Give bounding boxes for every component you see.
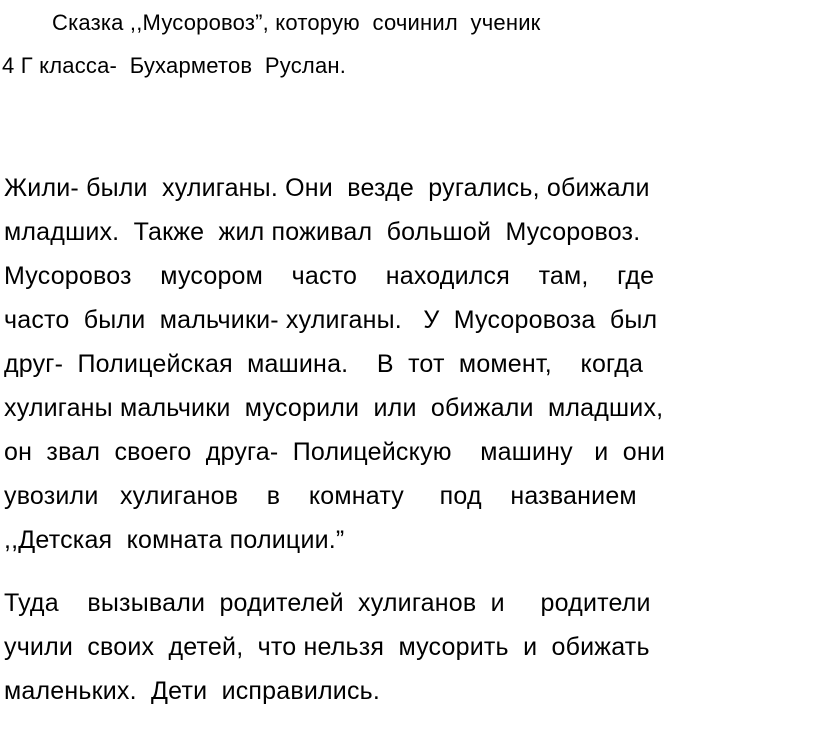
paragraph-1-line-1: Жили- были хулиганы. Они везде ругались, обижали	[4, 174, 650, 202]
title-line-1: Сказка ,,Мусоровоз”, которую сочинил ученик	[52, 10, 541, 35]
title-line-2: 4 Г класса- Бухарметов Руслан.	[2, 53, 347, 78]
paragraph-1-line-8: увозили хулиганов в комнату под названием	[4, 482, 637, 510]
paragraph-2-line-1: Туда вызывали родителей хулиганов и родители	[4, 589, 651, 617]
paragraph-2-line-3: маленьких. Дети исправились.	[4, 677, 381, 705]
paragraph-1-line-7: он звал своего друга- Полицейскую машину и они	[4, 438, 666, 466]
paragraph-2-line-2: учили своих детей, что нельзя мусорить и обижать	[4, 633, 650, 661]
paragraph-1-line-2: младших. Также жил поживал большой Мусоровоз.	[4, 218, 641, 246]
paragraph-1-line-3: Мусоровоз мусором часто находился там, где	[4, 262, 655, 290]
paragraph-1-line-4: часто были мальчики- хулиганы. У Мусоровоза был	[4, 306, 658, 334]
paragraph-1-line-5: друг- Полицейская машина. В тот момент, когда	[4, 350, 644, 378]
paragraph-1-line-6: хулиганы мальчики мусорили или обижали младших,	[4, 394, 664, 422]
paragraph-1-line-9: ,,Детская комната полиции.”	[4, 526, 345, 554]
